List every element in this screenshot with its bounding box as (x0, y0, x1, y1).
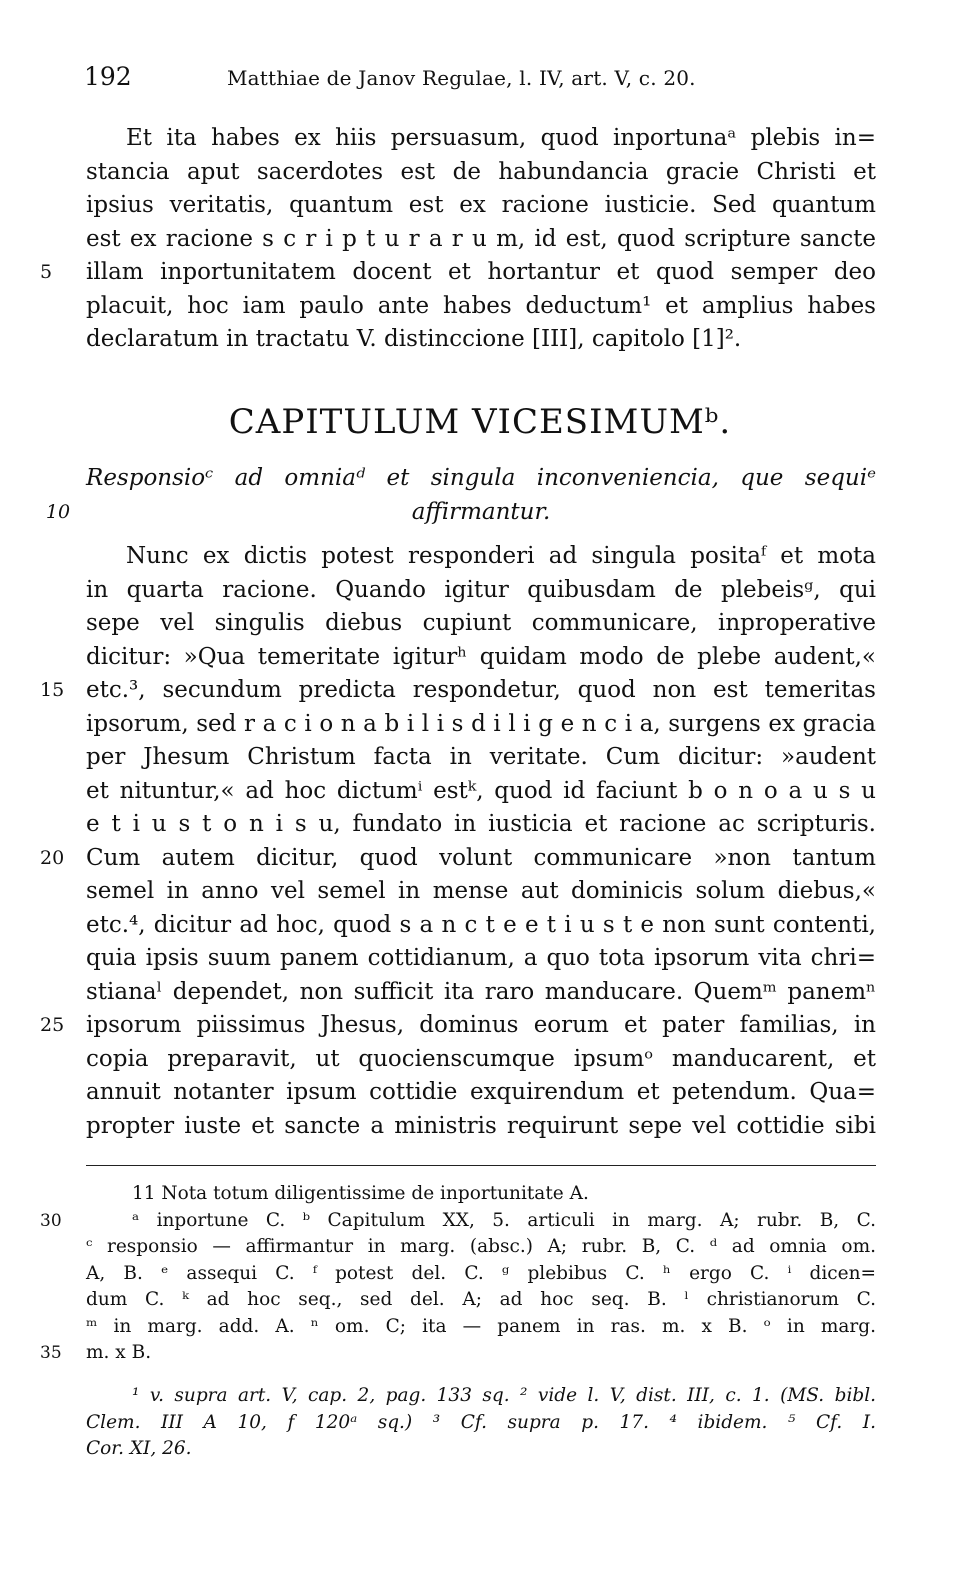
line-text: stianaˡ dependet, non sufficit ita raro manducare. Quemᵐ panemⁿ (86, 978, 876, 1005)
text-line (86, 1410, 876, 1437)
text-line (86, 741, 876, 775)
line-text: Clem. III A 10, f 120ᵃ sq.) ³ Cf. supra p. 17. ⁴ ibidem. ⁵ Cf. I. (86, 1411, 876, 1433)
line-text: in quarta racione. Quando igitur quibusdam de plebeisᵍ, qui (86, 576, 876, 603)
line-number: 20 (40, 846, 65, 869)
text-line (86, 1181, 876, 1208)
rubric-line (86, 461, 876, 495)
text-line (86, 122, 876, 156)
text-line (40, 842, 876, 876)
text-line (86, 1043, 876, 1077)
text-line (86, 1383, 876, 1410)
line-text: etc.⁴, dicitur ad hoc, quod s a n c t e e t i u s t e non sunt contenti, (86, 911, 876, 938)
line-text: Et ita habes ex hiis persuasum, quod inportunaᵃ plebis in= (126, 125, 876, 151)
line-text: quia ipsis suum panem cottidianum, a quo tota ipsorum vita chri= (86, 945, 876, 971)
line-number: 15 (40, 679, 65, 701)
source-notes (86, 1383, 876, 1463)
line-text: Nunc ex dictis potest responderi ad singula positaᶠ et mota (126, 543, 876, 569)
line-text: e t i u s t o n i s u, fundato in iusticia et racione ac scripturis. (86, 811, 876, 837)
line-text: A, B. ᵉ assequi C. ᶠ potest del. C. ᵍ plebibus C. ʰ ergo C. ⁱ dicen= (86, 1262, 876, 1284)
text-line (86, 1436, 876, 1463)
line-text: Cor. XI, 26. (86, 1438, 192, 1459)
text-line (86, 1110, 876, 1144)
line-text: dum C. ᵏ ad hoc seq., sed del. A; ad hoc seq. B. ˡ christianorum C. (86, 1289, 876, 1310)
line-text: annuit notanter ipsum cottidie exquirendum et petendum. Qua= (86, 1079, 876, 1105)
text-line (40, 1208, 876, 1235)
text-line (86, 875, 876, 909)
critical-apparatus (40, 1181, 876, 1367)
page-number: 192 (84, 62, 132, 91)
line-text: per Jhesum Christum facta in veritate. Cum dicitur: »audent (86, 744, 876, 770)
line-text: illam inportunitatem docent et hortantur et quod semper deo (86, 259, 876, 285)
text-line (86, 976, 876, 1010)
line-text: semel in anno vel semel in mense aut dominicis solum diebus,« (86, 878, 876, 904)
line-text: ᶜ responsio — affirmantur in marg. (absc.) A; rubr. B, C. ᵈ ad omnia om. (86, 1236, 876, 1257)
text-line (86, 156, 876, 190)
text-line (40, 1340, 876, 1367)
line-text: 11 Nota totum diligentissime de inportunitate A. (132, 1183, 589, 1204)
line-number: 30 (40, 1210, 62, 1231)
line-text: et nituntur,« ad hoc dictumⁱ estᵏ, quod id faciunt b o n o a u s u (86, 777, 876, 804)
rubric-text: Responsioᶜ ad omniaᵈ et singula inconveniencia, que sequiᵉ (86, 465, 876, 491)
text-line (86, 607, 876, 641)
text-line (86, 708, 876, 742)
text-line (86, 574, 876, 608)
text-line (86, 1234, 876, 1261)
text-line (86, 323, 876, 357)
text-line (86, 1076, 876, 1110)
text-line (86, 942, 876, 976)
text-line (86, 641, 876, 675)
text-line (86, 290, 876, 324)
text-line (86, 540, 876, 574)
chapter-title: CAPITULUM VICESIMUMᵇ. (228, 402, 732, 442)
body-paragraph (40, 540, 876, 1143)
rubric-text: affirmantur. (411, 499, 551, 525)
line-text: ipsorum, sed r a c i o n a b i l i s d i l i g e n c i a, surgens ex gracia (86, 710, 876, 737)
text-line (86, 1287, 876, 1314)
line-number: 5 (40, 261, 53, 283)
line-number: 10 (45, 501, 71, 523)
line-text: ᵐ in marg. add. A. ⁿ om. C; ita — panem in ras. m. x B. ᵒ in marg. (86, 1315, 876, 1337)
running-head: Matthiae de Janov Regulae, l. IV, art. V, c. 20. (227, 66, 696, 90)
line-text: est ex racione s c r i p t u r a r u m, id est, quod scripture sancte (86, 225, 876, 252)
footnote-rule (86, 1165, 876, 1166)
text-line (86, 189, 876, 223)
text-line (86, 909, 876, 943)
line-text: propter iuste et sancte a ministris requirunt sepe vel cottidie sibi (86, 1112, 876, 1139)
chapter-rubric (45, 461, 876, 529)
line-number: 35 (40, 1343, 62, 1363)
text-line (86, 223, 876, 257)
line-text: copia preparavit, ut quocienscumque ipsumᵒ manducarent, et (86, 1045, 876, 1072)
text-line (86, 808, 876, 842)
line-text: declaratum in tractatu V. distinccione [III], capitolo [1]². (86, 326, 742, 352)
line-text: ipsius veritatis, quantum est ex racione iusticie. Sed quantum (86, 192, 876, 218)
line-number: 25 (40, 1014, 65, 1036)
intro-paragraph (40, 122, 876, 357)
text-line (40, 256, 876, 290)
line-text: placuit, hoc iam paulo ante habes deductum¹ et amplius habes (86, 292, 876, 319)
line-text: m. x B. (86, 1342, 152, 1363)
line-text: Cum autem dicitur, quod volunt communicare »non tantum (86, 844, 876, 871)
page-header (0, 58, 960, 98)
text-line (40, 1009, 876, 1043)
text-line (86, 1314, 876, 1341)
line-text: dicitur: »Qua temeritate igiturʰ quidam modo de plebe audent,« (86, 643, 876, 670)
line-text: ¹ v. supra art. V, cap. 2, pag. 133 sq. ² vide l. V, dist. III, c. 1. (MS. bibl. (132, 1385, 876, 1406)
line-text: ᵃ inportune C. ᵇ Capitulum XX, 5. articuli in marg. A; rubr. B, C. (132, 1209, 876, 1231)
rubric-line (45, 495, 876, 529)
line-text: stancia aput sacerdotes est de habundancia gracie Christi et (86, 158, 876, 185)
text-line (86, 1261, 876, 1288)
line-text: etc.³, secundum predicta respondetur, quod non est temeritas (86, 677, 876, 703)
text-line (86, 775, 876, 809)
line-text: sepe vel singulis diebus cupiunt communicare, inproperative (86, 610, 876, 636)
text-line (40, 674, 876, 708)
line-text: ipsorum piissimus Jhesus, dominus eorum et pater familias, in (86, 1012, 876, 1038)
